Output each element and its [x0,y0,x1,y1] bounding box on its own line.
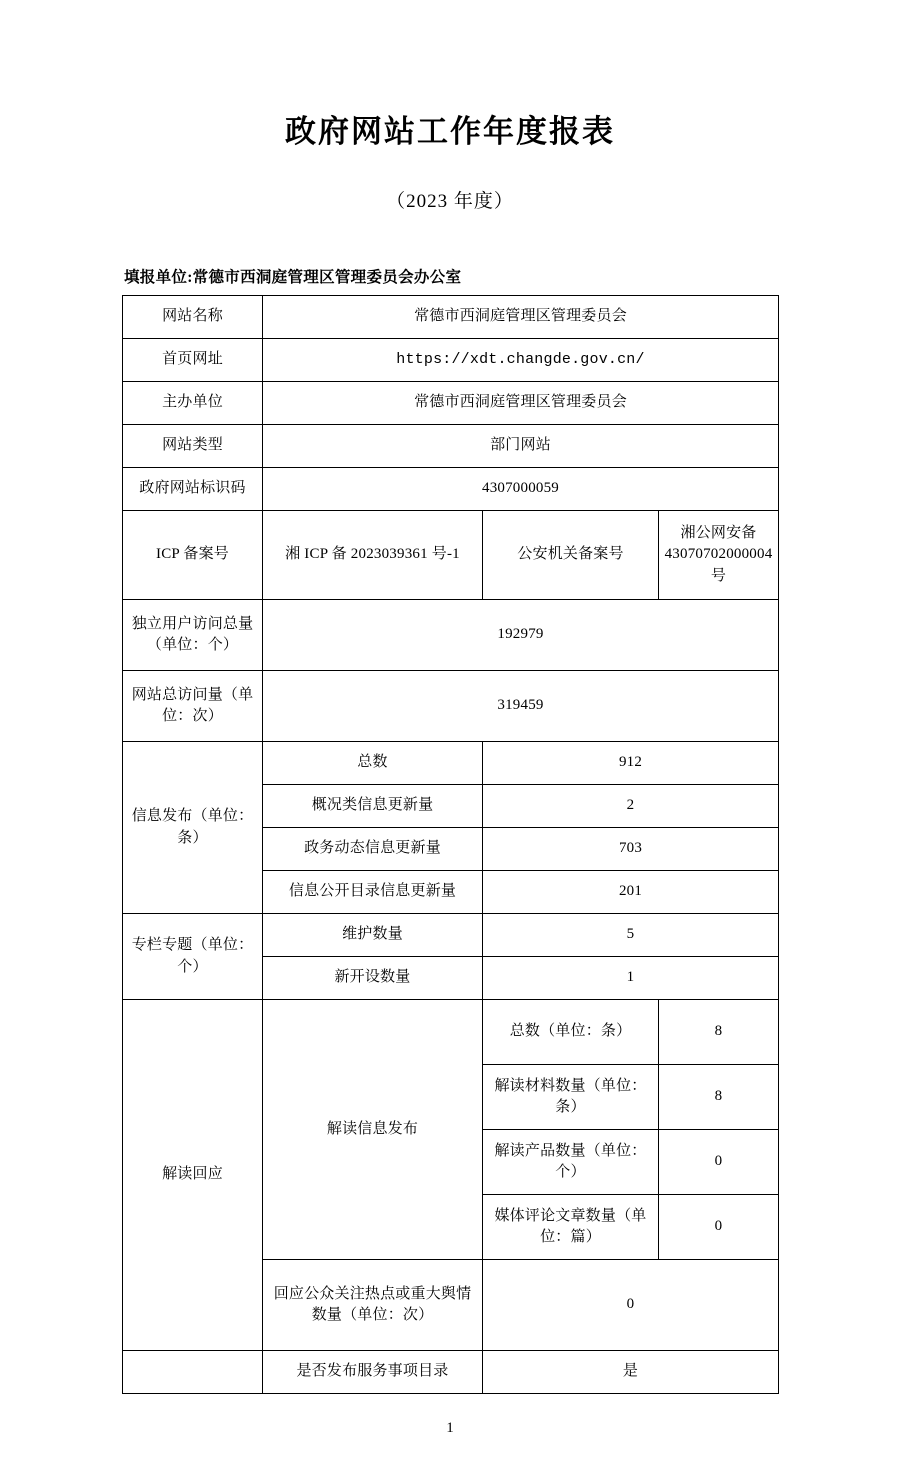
document-page [0,112,900,1461]
homepage-value: https://xdt.changde.gov.cn/ [263,339,779,382]
interpret-row-name: 解读产品数量（单位：个） [483,1130,659,1195]
empty-cell [123,1351,263,1394]
interpret-row-name: 总数（单位：条） [483,1000,659,1065]
table-row [123,914,779,957]
interpret-row-value: 8 [659,1000,779,1065]
site-name-value: 常德市西洞庭管理区管理委员会 [263,296,779,339]
table-row [123,382,779,425]
table-row [123,600,779,671]
publish-row-name: 信息公开目录信息更新量 [263,871,483,914]
police-record-label: 公安机关备案号 [483,511,659,600]
annual-report-table [122,295,779,1394]
service-catalog-value: 是 [483,1351,779,1394]
service-catalog-label: 是否发布服务事项目录 [263,1351,483,1394]
publish-row-value: 912 [483,742,779,785]
table-row [123,296,779,339]
total-visits-value: 319459 [263,671,779,742]
unique-visitors-value: 192979 [263,600,779,671]
table-row [123,511,779,600]
sponsor-value: 常德市西洞庭管理区管理委员会 [263,382,779,425]
page-number: 1 [446,1420,454,1437]
table-row [123,425,779,468]
site-type-label: 网站类型 [123,425,263,468]
table-row [123,468,779,511]
interpret-response-label: 解读回应 [123,1000,263,1351]
interpret-row-value: 0 [659,1130,779,1195]
publish-row-value: 703 [483,828,779,871]
column-row-value: 5 [483,914,779,957]
site-code-label: 政府网站标识码 [123,468,263,511]
publish-label: 信息发布（单位：条） [123,742,263,914]
interpret-row-value: 0 [659,1195,779,1260]
icp-value: 湘 ICP 备 2023039361 号-1 [263,511,483,600]
filler-unit-label: 填报单位: [124,269,193,287]
police-record-value: 湘公网安备 43070702000004 号 [659,511,779,600]
total-visits-label: 网站总访问量（单位：次） [123,671,263,742]
filler-unit-value: 常德市西洞庭管理区管理委员会办公室 [192,269,462,287]
site-type-value: 部门网站 [263,425,779,468]
unique-visitors-label: 独立用户访问总量（单位：个） [123,600,263,671]
table-row [123,339,779,382]
interpret-publish-label: 解读信息发布 [263,1000,483,1260]
hotspot-response-label: 回应公众关注热点或重大舆情数量（单位：次） [263,1260,483,1351]
column-row-value: 1 [483,957,779,1000]
page-subtitle: （2023 年度） [386,191,514,213]
interpret-row-value: 8 [659,1065,779,1130]
table-row [123,742,779,785]
column-topic-label: 专栏专题（单位：个） [123,914,263,1000]
hotspot-response-value: 0 [483,1260,779,1351]
table-row [123,671,779,742]
table-row [123,1000,779,1065]
publish-row-value: 201 [483,871,779,914]
publish-row-name: 总数 [263,742,483,785]
icp-label: ICP 备案号 [123,511,263,600]
site-code-value: 4307000059 [263,468,779,511]
table-row [123,1351,779,1394]
publish-row-name: 概况类信息更新量 [263,785,483,828]
homepage-label: 首页网址 [123,339,263,382]
interpret-row-name: 解读材料数量（单位：条） [483,1065,659,1130]
publish-row-name: 政务动态信息更新量 [263,828,483,871]
column-row-name: 维护数量 [263,914,483,957]
interpret-row-name: 媒体评论文章数量（单位：篇） [483,1195,659,1260]
site-name-label: 网站名称 [123,296,263,339]
page-title: 政府网站工作年度报表 [285,114,615,149]
column-row-name: 新开设数量 [263,957,483,1000]
publish-row-value: 2 [483,785,779,828]
sponsor-label: 主办单位 [123,382,263,425]
filler-unit-line [122,265,778,287]
